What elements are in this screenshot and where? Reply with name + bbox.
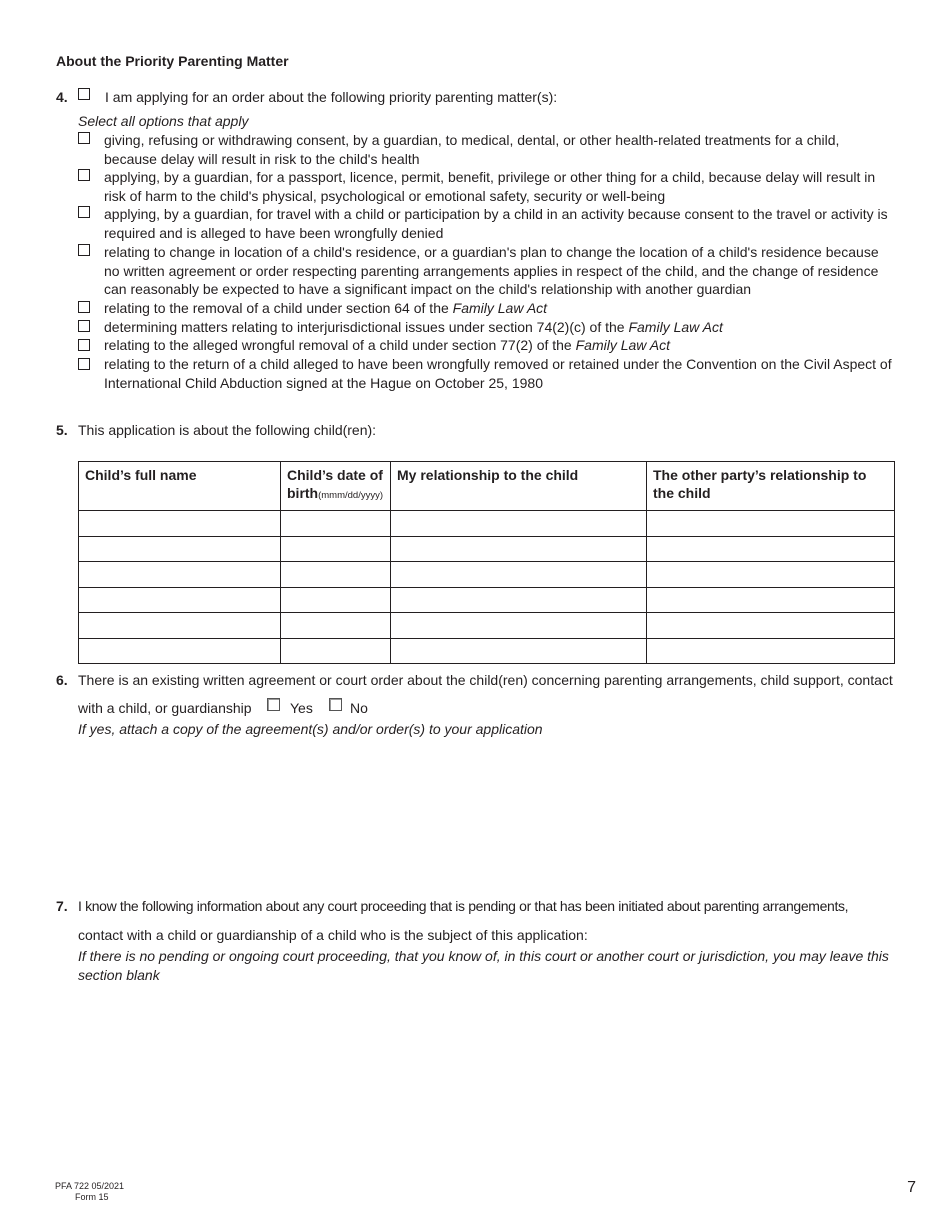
q6-yes-checkbox[interactable] xyxy=(267,698,280,711)
q6-no-checkbox[interactable] xyxy=(329,698,342,711)
child-dob-cell[interactable] xyxy=(281,638,391,664)
q4-text: I am applying for an order about the following priority parenting matter(s): xyxy=(105,89,558,105)
form-code: PFA 722 05/2021 xyxy=(55,1181,125,1191)
q6-number xyxy=(56,671,68,689)
header-child-dob-line1: Child’s date of xyxy=(287,467,383,483)
q6-instruction xyxy=(78,720,543,738)
option-text-travel: applying, by a guardian, for travel with a child or participation by a child in an activity because consent to the travel or activity is required and is alleged to have been wrongfully denied xyxy=(104,206,888,241)
other-relationship-cell[interactable] xyxy=(647,511,895,537)
option-checkbox-travel[interactable] xyxy=(78,206,90,218)
other-relationship-cell[interactable] xyxy=(647,638,895,664)
section-title: About the Priority Parenting Matter xyxy=(56,53,289,69)
other-relationship-cell[interactable] xyxy=(647,587,895,613)
my-relationship-cell[interactable] xyxy=(391,638,647,664)
child-dob-cell[interactable] xyxy=(281,613,391,639)
q6-no-label: No xyxy=(350,700,368,716)
child-name-cell[interactable] xyxy=(79,638,281,664)
option-checkbox-removal[interactable] xyxy=(78,301,90,313)
q6-yes-label: Yes xyxy=(290,700,313,716)
header-child-full-name: Child’s full name xyxy=(79,462,281,511)
option-text-hague-convention: relating to the return of a child alleged to have been wrongfully removed or retained under the Convention on the Civil Aspect of International Child Abduction signed at the Hague on October 25, 1980 xyxy=(104,356,892,391)
header-child-dob xyxy=(281,462,391,511)
q7-number-label: 7. xyxy=(56,898,68,914)
q4-number-label: 4. xyxy=(56,89,68,105)
table-row xyxy=(79,613,895,639)
other-relationship-cell[interactable] xyxy=(647,613,895,639)
option-text-wrongful-removal-main: relating to the alleged wrongful removal of a child under section 77(2) of the xyxy=(104,337,576,353)
option-text-interjurisdictional xyxy=(104,318,894,337)
child-name-cell[interactable] xyxy=(79,562,281,588)
q4-checkbox[interactable] xyxy=(78,88,90,100)
q7-line2: contact with a child or guardianship of a child who is the subject of this application: xyxy=(78,927,588,943)
option-checkbox-passport[interactable] xyxy=(78,169,90,181)
q4-instruction-text: Select all options that apply xyxy=(78,113,249,129)
my-relationship-cell[interactable] xyxy=(391,613,647,639)
child-name-cell[interactable] xyxy=(79,511,281,537)
table-row xyxy=(79,638,895,664)
q7-line1: I know the following information about any court proceeding that is pending or that has been initiated about parenting arrangements, xyxy=(78,898,849,914)
option-checkbox-wrongful-removal[interactable] xyxy=(78,339,90,351)
child-dob-cell[interactable] xyxy=(281,562,391,588)
table-row xyxy=(79,511,895,537)
option-checkbox-medical-consent[interactable] xyxy=(78,132,90,144)
option-text-wrongful-removal xyxy=(104,336,894,355)
q6-line2: with a child, or guardianship xyxy=(78,700,252,716)
my-relationship-cell[interactable] xyxy=(391,587,647,613)
table-row xyxy=(79,536,895,562)
option-checkbox-residence-change[interactable] xyxy=(78,244,90,256)
header-other-party-relationship: The other party’s relationship to the child xyxy=(647,462,895,511)
children-table xyxy=(78,461,895,664)
page-number: 7 xyxy=(907,1179,916,1196)
q4-instruction xyxy=(78,112,248,130)
my-relationship-cell[interactable] xyxy=(391,536,647,562)
option-text-interjurisdictional-main: determining matters relating to interjurisdictional issues under section 74(2)(c) of the xyxy=(104,319,629,335)
option-text-removal-main: relating to the removal of a child under section 64 of the xyxy=(104,300,453,316)
q6-number-label: 6. xyxy=(56,672,68,688)
q7-instruction-text: If there is no pending or ongoing court proceeding, that you know of, in this court or another court or jurisdiction, you may leave this section blank xyxy=(78,948,889,983)
q7-instruction xyxy=(78,947,894,984)
child-dob-cell[interactable] xyxy=(281,536,391,562)
q5-text: This application is about the following child(ren): xyxy=(78,422,377,438)
my-relationship-cell[interactable] xyxy=(391,562,647,588)
option-text-residence-change: relating to change in location of a child's residence, or a guardian's plan to change the location of a child's residence because no written agreement or order respecting parenting arrangements applies in respect of the child, and the change of residence can reasonably be expected to have a significant impact on the child's relationship with another guardian xyxy=(104,244,879,297)
child-name-cell[interactable] xyxy=(79,613,281,639)
form-name: Form 15 xyxy=(75,1192,109,1202)
option-text-medical-consent: giving, refusing or withdrawing consent, by a guardian, to medical, dental, or other health-related treatments for a child, because delay will result in risk to the child's health xyxy=(104,132,840,167)
option-text-removal-act: Family Law Act xyxy=(452,300,548,316)
q4-number xyxy=(56,88,68,106)
option-text-passport: applying, by a guardian, for a passport, licence, permit, benefit, privilege or other thing for a child, because delay will result in risk of harm to the child's physical, psychological or emotional safety, security or well-being xyxy=(104,169,876,204)
form-footer xyxy=(55,1181,124,1203)
option-checkbox-interjurisdictional[interactable] xyxy=(78,320,90,332)
table-row xyxy=(79,562,895,588)
other-relationship-cell[interactable] xyxy=(647,536,895,562)
option-text-removal xyxy=(104,299,894,318)
child-name-cell[interactable] xyxy=(79,587,281,613)
my-relationship-cell[interactable] xyxy=(391,511,647,537)
child-name-cell[interactable] xyxy=(79,536,281,562)
child-dob-cell[interactable] xyxy=(281,587,391,613)
header-child-dob-format: (mmm/dd/yyyy) xyxy=(318,490,384,501)
q6-instruction-text: If yes, attach a copy of the agreement(s) and/or order(s) to your application xyxy=(78,721,543,737)
option-text-wrongful-removal-act: Family Law Act xyxy=(575,337,671,353)
header-child-dob-line2: birth xyxy=(287,485,319,501)
table-row xyxy=(79,587,895,613)
header-my-relationship: My relationship to the child xyxy=(391,462,647,511)
q6-line1: There is an existing written agreement or court order about the child(ren) concerning parenting arrangements, child support, contact xyxy=(78,672,893,688)
q5-number xyxy=(56,421,68,439)
other-relationship-cell[interactable] xyxy=(647,562,895,588)
children-table-header xyxy=(79,462,895,511)
option-text-interjurisdictional-act: Family Law Act xyxy=(628,319,723,335)
child-dob-cell[interactable] xyxy=(281,511,391,537)
q7-number xyxy=(56,897,68,915)
option-checkbox-hague-convention[interactable] xyxy=(78,358,90,370)
q5-number-label: 5. xyxy=(56,422,68,438)
